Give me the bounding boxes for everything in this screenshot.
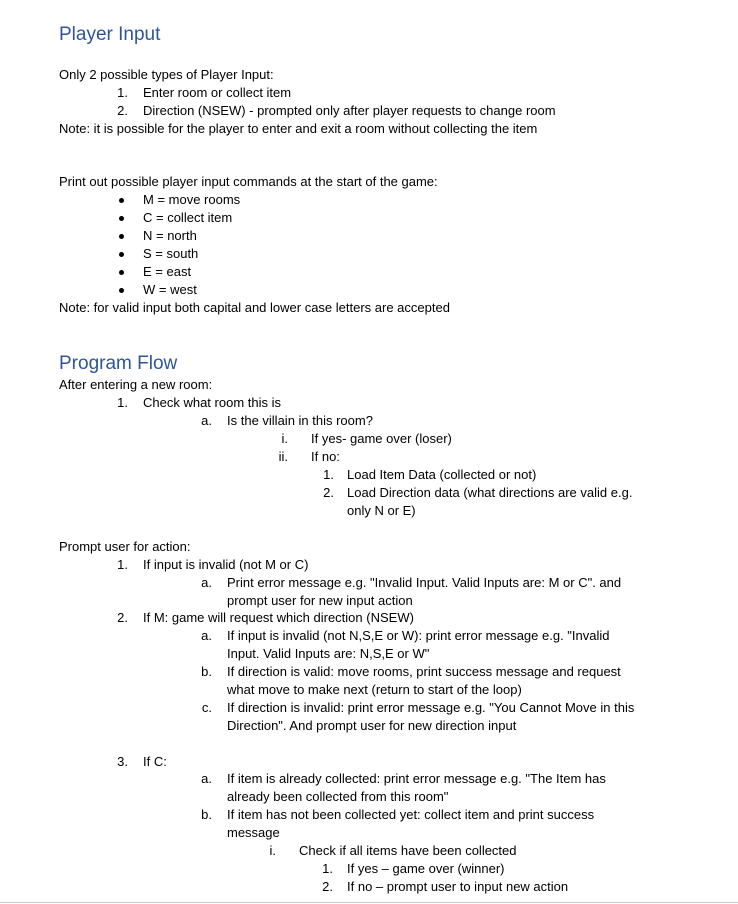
input-type-item: Direction (NSEW) - prompted only after player requests to change room	[143, 103, 556, 118]
flow-step-continued: what move to make next (return to start of the loop)	[227, 682, 522, 697]
list-marker: 1.	[117, 85, 128, 100]
command-item: S = south	[143, 246, 199, 261]
input-types-intro: Only 2 possible types of Player Input:	[59, 67, 274, 82]
flow-step-continued: Direction". And prompt user for new direction input	[227, 718, 517, 733]
flow-step: If item is already collected: print error message e.g. "The Item has	[227, 771, 606, 786]
flow-step: Load Item Data (collected or not)	[347, 467, 537, 482]
flow-step-continued: Input. Valid Inputs are: N,S,E or W"	[227, 646, 430, 661]
flow-step-continued: already been collected from this room"	[227, 789, 449, 804]
bullet-icon	[119, 270, 124, 275]
list-marker: 2.	[117, 610, 128, 625]
note-room-exit: Note: it is possible for the player to enter and exit a room without collecting the item	[59, 121, 538, 136]
flow-step-continued: only N or E)	[347, 503, 416, 518]
prompt-intro: Prompt user for action:	[59, 539, 191, 554]
list-marker: 2.	[323, 485, 334, 500]
flow-step: If yes- game over (loser)	[311, 431, 452, 446]
list-marker: c.	[201, 700, 212, 715]
list-marker: 1.	[323, 467, 334, 482]
list-marker: 1.	[117, 395, 128, 410]
command-item: N = north	[143, 228, 197, 243]
flow-step: If no – prompt user to input new action	[347, 879, 569, 894]
list-marker: i.	[269, 843, 276, 858]
flow-step: Is the villain in this room?	[227, 413, 373, 428]
commands-intro: Print out possible player input commands at the start of the game:	[59, 174, 438, 189]
flow-step: If input is invalid (not N,S,E or W): print error message e.g. "Invalid	[227, 628, 610, 643]
command-item: C = collect item	[143, 210, 233, 225]
flow-step: If direction is valid: move rooms, print success message and request	[227, 664, 621, 679]
flow-step: If no:	[311, 449, 340, 464]
heading-player-input: Player Input	[59, 24, 161, 45]
flow-step: Print error message e.g. "Invalid Input. Valid Inputs are: M or C". and	[227, 575, 622, 590]
list-marker: 2.	[322, 879, 333, 894]
after-room-intro: After entering a new room:	[59, 377, 213, 392]
command-item: E = east	[143, 264, 192, 279]
flow-step: Load Direction data (what directions are valid e.g.	[347, 485, 633, 500]
flow-step: If C:	[143, 754, 167, 769]
bullet-icon	[119, 198, 124, 203]
bullet-icon	[119, 252, 124, 257]
list-marker: 1.	[117, 557, 128, 572]
list-marker: ii.	[278, 449, 288, 464]
list-marker: 3.	[117, 754, 128, 769]
command-item: W = west	[143, 282, 197, 297]
flow-step: If yes – game over (winner)	[347, 861, 505, 876]
bullet-icon	[119, 216, 124, 221]
list-marker: 1.	[322, 861, 333, 876]
list-marker: b.	[201, 664, 212, 679]
list-marker: a.	[201, 575, 212, 590]
bullet-icon	[119, 288, 124, 293]
flow-step: Check if all items have been collected	[299, 843, 517, 858]
list-marker: a.	[201, 771, 212, 786]
flow-step: If input is invalid (not M or C)	[143, 557, 309, 572]
flow-step: If direction is invalid: print error message e.g. "You Cannot Move in this	[227, 700, 635, 715]
list-marker: a.	[201, 413, 212, 428]
input-type-item: Enter room or collect item	[143, 85, 292, 100]
bullet-icon	[119, 234, 124, 239]
flow-step: Check what room this is	[143, 395, 281, 410]
page-bottom-divider	[0, 902, 738, 903]
command-item: M = move rooms	[143, 192, 241, 207]
list-marker: 2.	[117, 103, 128, 118]
flow-step-continued: message	[227, 825, 280, 840]
note-case: Note: for valid input both capital and lower case letters are accepted	[59, 300, 450, 315]
flow-step: If item has not been collected yet: collect item and print success	[227, 807, 595, 822]
flow-step-continued: prompt user for new input action	[227, 593, 413, 608]
heading-program-flow: Program Flow	[59, 353, 178, 374]
flow-step: If M: game will request which direction (NSEW)	[143, 610, 414, 625]
list-marker: a.	[201, 628, 212, 643]
list-marker: b.	[201, 807, 212, 822]
list-marker: i.	[281, 431, 288, 446]
